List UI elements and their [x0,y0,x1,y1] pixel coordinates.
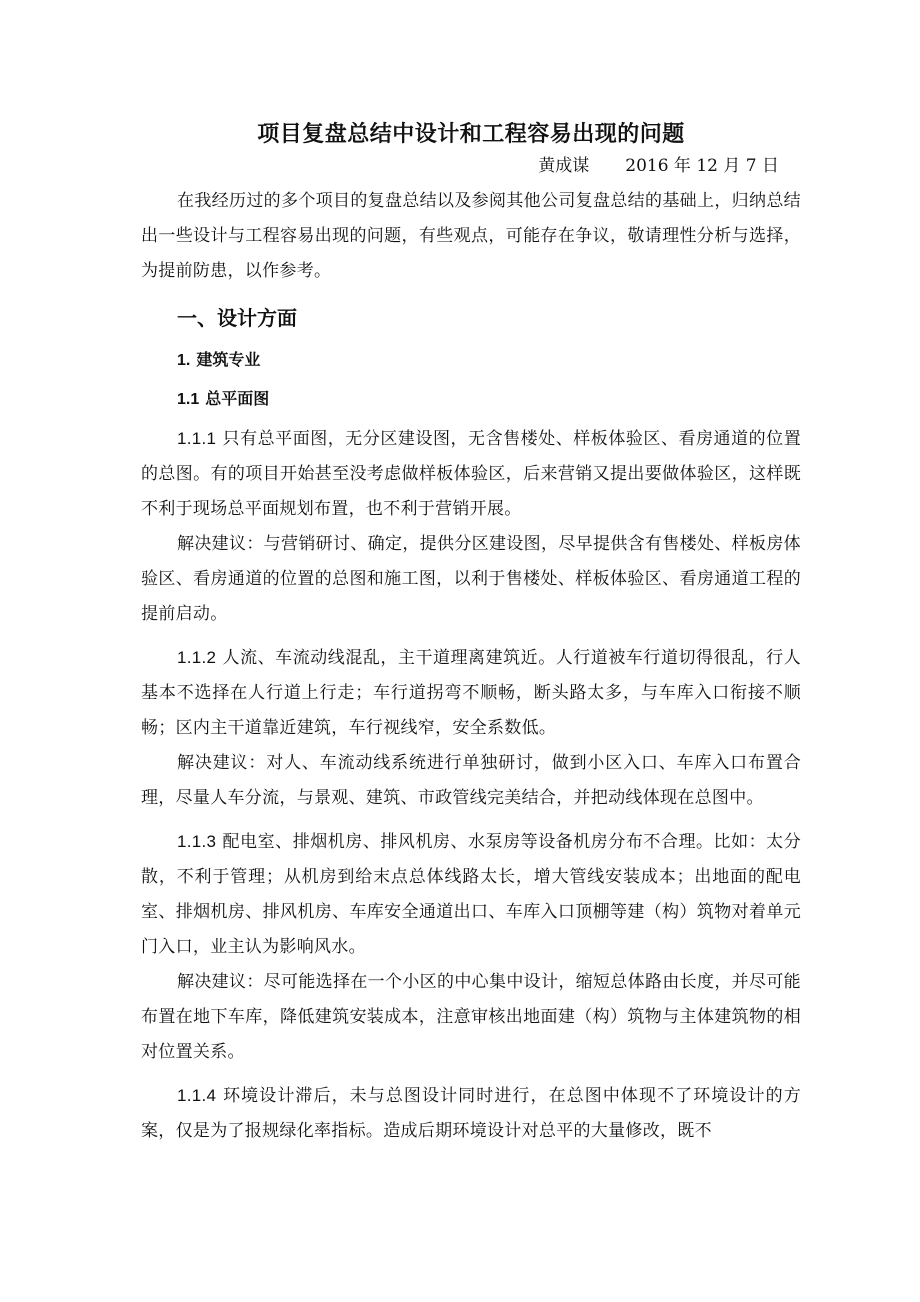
item-text: 人流、车流动线混乱，主干道理离建筑近。人行道被车行道切得很乱，行人基本不选择在人行道上行走；车行道拐弯不顺畅，断头路太多，与车库入口衔接不顺畅；区内主干道靠近建筑，车行视线窄，安全系数低。 [141,648,801,738]
subsubsection-number: 1.1 [177,391,200,408]
item-1-1-1-problem [141,421,801,527]
subsubsection-title: 总平面图 [205,389,270,408]
item-number: 1.1.3 [177,832,217,851]
item-1-1-2-problem [141,640,801,746]
section-heading-design: 一、设计方面 [177,306,297,330]
item-1-1-4-problem [141,1078,801,1149]
subsection-heading-architecture [177,345,801,376]
byline [141,152,801,180]
item-text: 环境设计滞后，未与总图设计同时进行，在总图中体现不了环境设计的方案，仅是为了报规绿化率指标。造成后期环境设计对总平的大量修改，既不 [141,1086,801,1141]
document-body [141,118,801,1149]
item-number: 1.1.4 [177,1086,217,1105]
item-number: 1.1.2 [177,648,217,667]
item-1-1-3-solution: 解决建议：尽可能选择在一个小区的中心集中设计，缩短总体路由长度，并尽可能布置在地下车库，降低建筑安装成本，注意审核出地面建（构）筑物与主体建筑物的相对位置关系。 [141,972,801,1062]
author-name: 黄成谋 [538,156,590,176]
subsection-title: 建筑专业 [196,350,261,369]
subsection-number: 1. [177,352,191,369]
item-text: 只有总平面图，无分区建设图，无含售楼处、样板体验区、看房通道的位置的总图。有的项目开始甚至没考虑做样板体验区，后来营销又提出要做体验区，这样既不利于现场总平面规划布置，也不利于营销开展。 [141,429,801,519]
document-date: 2016 年 12 月 7 日 [625,156,779,176]
document-title: 项目复盘总结中设计和工程容易出现的问题 [257,122,685,147]
item-1-1-2-solution: 解决建议：对人、车流动线系统进行单独研讨，做到小区入口、车库入口布置合理，尽量人车分流，与景观、建筑、市政管线完美结合，并把动线体现在总图中。 [141,753,801,808]
subsubsection-heading-site-plan [177,384,801,415]
item-number: 1.1.1 [177,429,217,448]
item-1-1-1-solution: 解决建议：与营销研讨、确定，提供分区建设图，尽早提供含有售楼处、样板房体验区、看房通道的位置的总图和施工图，以利于售楼处、样板体验区、看房通道工程的提前启动。 [141,534,801,624]
item-1-1-3-problem [141,824,801,965]
item-text: 配电室、排烟机房、排风机房、水泵房等设备机房分布不合理。比如：太分散，不利于管理；从机房到给末点总体线路太长，增大管线安装成本；出地面的配电室、排烟机房、排风机房、车库安全通道出口、车库入口顶棚等建（构）筑物对着单元门入口，业主认为影响风水。 [141,832,801,957]
intro-paragraph: 在我经历过的多个项目的复盘总结以及参阅其他公司复盘总结的基础上，归纳总结出一些设计与工程容易出现的问题，有些观点，可能存在争议，敬请理性分析与选择，为提前防患，以作参考。 [141,191,801,281]
